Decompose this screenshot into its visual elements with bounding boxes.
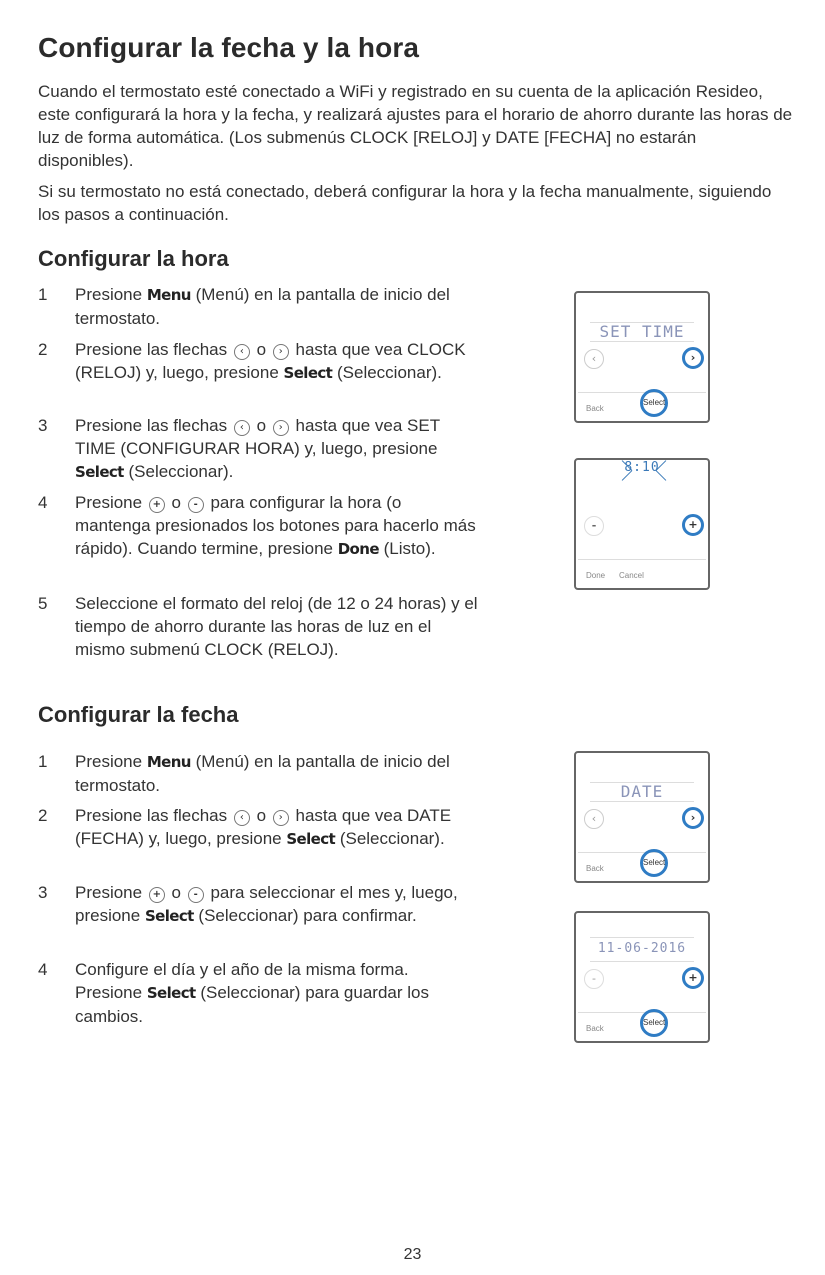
select-button[interactable]: Select bbox=[640, 849, 668, 877]
date-step-1 bbox=[38, 750, 478, 797]
step-text: Configure el día y el año de la misma forma. Presione bbox=[75, 960, 409, 1002]
step-text: (Seleccionar). bbox=[123, 462, 234, 481]
chevron-right-icon[interactable]: › bbox=[682, 347, 704, 369]
step-text: Seleccione el formato del reloj (de 12 o 24 horas) y el tiempo de ahorro durante las horas de luz en el mismo submenú CLOCK (RELOJ). bbox=[75, 594, 478, 659]
select-keyword: Select bbox=[144, 907, 194, 925]
thermostat-screen-time-value bbox=[574, 458, 710, 590]
done-button[interactable]: Done bbox=[586, 571, 606, 580]
step-text: o bbox=[166, 883, 186, 902]
step-text: hasta que vea DATE (FECHA) y, luego, presione bbox=[75, 806, 452, 848]
manual-note-paragraph: Si su termostato no está conectado, deberá configurar la hora y la fecha manualmente, siguiendo los pasos a continuación. bbox=[38, 182, 772, 224]
back-button[interactable]: Back bbox=[586, 404, 604, 413]
minus-icon: - bbox=[188, 887, 204, 903]
section-heading-time: Configurar la hora bbox=[38, 246, 229, 271]
time-step-3 bbox=[38, 414, 478, 484]
select-button[interactable]: Select bbox=[640, 1009, 668, 1037]
step-number: 1 bbox=[38, 285, 48, 304]
menu-keyword: Menu bbox=[146, 753, 191, 771]
cancel-button[interactable]: Cancel bbox=[619, 571, 644, 580]
step-text: para configurar la hora (o mantenga presionados los botones para hacerlo más rápido). Cuando termine, presione bbox=[75, 493, 476, 558]
plus-icon: + bbox=[149, 887, 165, 903]
step-text: Presione bbox=[75, 883, 147, 902]
done-keyword: Done bbox=[337, 540, 379, 558]
step-text: Presione las flechas bbox=[75, 806, 232, 825]
step-number: 2 bbox=[38, 806, 48, 825]
section-heading-date: Configurar la fecha bbox=[38, 702, 239, 727]
step-text: o bbox=[251, 340, 271, 359]
chevron-left-icon[interactable]: ‹ bbox=[584, 809, 604, 829]
step-text: Presione bbox=[75, 493, 147, 512]
step-text: Presione las flechas bbox=[75, 340, 232, 359]
step-number: 1 bbox=[38, 752, 48, 771]
thermostat-screen-date bbox=[574, 751, 710, 883]
thermostat-screen-set-time bbox=[574, 291, 710, 423]
minus-icon[interactable]: - bbox=[584, 969, 604, 989]
step-text: o bbox=[251, 806, 271, 825]
back-button[interactable]: Back bbox=[586, 864, 604, 873]
step-number: 3 bbox=[38, 883, 48, 902]
minus-icon: - bbox=[188, 497, 204, 513]
step-number: 5 bbox=[38, 594, 48, 613]
chevron-left-icon: ‹ bbox=[234, 420, 250, 436]
chevron-right-icon: › bbox=[273, 344, 289, 360]
time-step-1 bbox=[38, 283, 478, 330]
date-step-3 bbox=[38, 881, 478, 928]
select-keyword: Select bbox=[286, 830, 336, 848]
menu-keyword: Menu bbox=[146, 286, 191, 304]
time-step-5 bbox=[38, 592, 478, 661]
time-step-4 bbox=[38, 491, 478, 561]
lcd-display: DATE bbox=[620, 782, 664, 801]
step-text: Presione las flechas bbox=[75, 416, 232, 435]
step-number: 4 bbox=[38, 960, 48, 979]
divider bbox=[590, 961, 694, 962]
thermostat-screen-date-value bbox=[574, 911, 710, 1043]
page-number: 23 bbox=[403, 1246, 422, 1263]
step-text: (Seleccionar). bbox=[335, 829, 445, 848]
date-step-2 bbox=[38, 804, 478, 851]
step-text: o bbox=[166, 493, 186, 512]
step-text: (Seleccionar) para confirmar. bbox=[193, 906, 417, 925]
plus-icon: + bbox=[149, 497, 165, 513]
step-text: hasta que vea SET TIME (CONFIGURAR HORA) y, luego, presione bbox=[75, 416, 440, 458]
step-text: Presione bbox=[75, 285, 147, 304]
step-text: o bbox=[251, 416, 271, 435]
chevron-right-icon[interactable]: › bbox=[682, 807, 704, 829]
divider bbox=[578, 559, 706, 560]
divider bbox=[578, 852, 706, 853]
step-text: (Menú) en la pantalla de inicio del termostato. bbox=[75, 752, 450, 795]
step-number: 3 bbox=[38, 416, 48, 435]
select-keyword: Select bbox=[283, 364, 333, 382]
chevron-left-icon[interactable]: ‹ bbox=[584, 349, 604, 369]
step-text: hasta que vea CLOCK (RELOJ) y, luego, presione bbox=[75, 340, 466, 382]
select-keyword: Select bbox=[75, 463, 124, 481]
divider bbox=[578, 392, 706, 393]
divider bbox=[590, 801, 694, 802]
chevron-right-icon: › bbox=[273, 420, 289, 436]
divider bbox=[590, 937, 694, 938]
step-text: (Seleccionar). bbox=[332, 363, 442, 382]
step-text: para seleccionar el mes y, luego, presione bbox=[75, 883, 458, 925]
minus-icon[interactable]: - bbox=[584, 516, 604, 536]
plus-icon[interactable]: + bbox=[682, 514, 704, 536]
select-button[interactable]: Select bbox=[640, 389, 668, 417]
step-number: 2 bbox=[38, 340, 48, 359]
step-text: (Listo). bbox=[378, 539, 436, 558]
divider bbox=[578, 1012, 706, 1013]
page-title: Configurar la fecha y la hora bbox=[38, 32, 419, 63]
lcd-display: SET TIME bbox=[599, 322, 685, 341]
step-text: Presione bbox=[75, 752, 147, 771]
divider bbox=[590, 341, 694, 342]
step-number: 4 bbox=[38, 493, 48, 512]
select-keyword: Select bbox=[146, 984, 196, 1002]
time-step-2 bbox=[38, 338, 478, 385]
intro-paragraph: Cuando el termostato esté conectado a WiFi y registrado en su cuenta de la aplicación Resideo, este configurará la hora y la fecha, y realizará ajustes para el horario de ahorro durante las horas de luz de forma automática. (Los submenús CLOCK [RELOJ] y DATE [FECHA] no estarán disponibles). bbox=[38, 82, 793, 170]
plus-icon[interactable]: + bbox=[682, 967, 704, 989]
date-display: 11-06-2016 bbox=[597, 941, 687, 956]
chevron-left-icon: ‹ bbox=[234, 344, 250, 360]
date-step-4 bbox=[38, 958, 478, 1028]
step-text: (Menú) en la pantalla de inicio del termostato. bbox=[75, 285, 450, 328]
time-display: 8:10 bbox=[624, 460, 660, 475]
back-button[interactable]: Back bbox=[586, 1024, 604, 1033]
step-text: (Seleccionar) para guardar los cambios. bbox=[75, 983, 429, 1026]
chevron-right-icon: › bbox=[273, 810, 289, 826]
chevron-left-icon: ‹ bbox=[234, 810, 250, 826]
